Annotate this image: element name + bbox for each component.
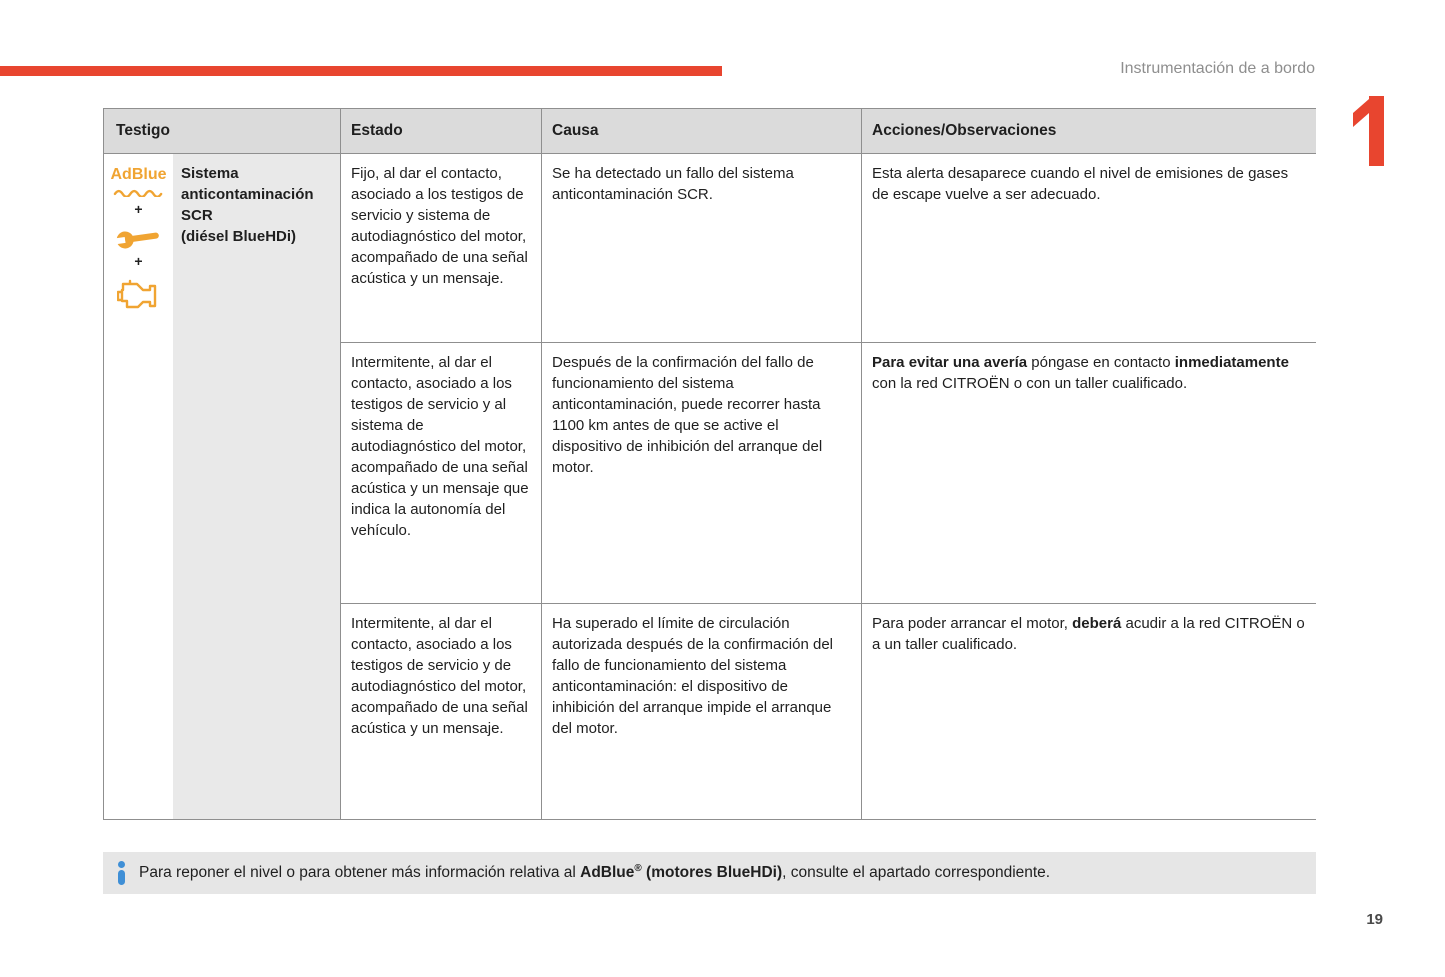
estado-cell: Intermitente, al dar el contacto, asociado a los testigos de servicio y de autodiagnóstico del motor, acompañado de una señal acústica y un mensaje. — [340, 603, 541, 819]
accent-bar — [0, 66, 722, 76]
testigo-label-name: Sistema anticontaminación SCR — [181, 165, 314, 224]
footer-note — [103, 852, 1316, 894]
estado-cell: Intermitente, al dar el contacto, asociado a los testigos de servicio y al sistema de autodiagnóstico del motor, acompañado de una señal acústica y un mensaje que indica la autonomía del vehículo. — [340, 342, 541, 603]
testigo-label-cell — [173, 154, 340, 819]
testigo-label-sub: (diésel BlueHDi) — [181, 228, 297, 245]
page-number: 19 — [1366, 911, 1383, 928]
adblue-wave-icon — [113, 187, 165, 197]
acciones-cell: Para evitar una avería póngase en contacto inmediatamente con la red CITROËN o con un taller cualificado. — [861, 342, 1316, 603]
adblue-icon-label: AdBlue — [110, 166, 167, 183]
causa-cell: Se ha detectado un fallo del sistema anticontaminación SCR. — [541, 154, 861, 342]
column-header-acciones: Acciones/Observaciones — [861, 109, 1316, 154]
causa-cell: Después de la confirmación del fallo de funcionamiento del sistema anticontaminación, puede recorrer hasta 1100 km antes de que se active el dispositivo de inhibición del arranque del motor. — [541, 342, 861, 603]
testigo-icon-cell — [104, 154, 173, 819]
column-header-testigo: Testigo — [104, 109, 340, 154]
wrench-icon — [116, 227, 162, 249]
warning-table — [103, 108, 1316, 820]
page-title: Instrumentación de a bordo — [1120, 60, 1315, 77]
column-header-estado: Estado — [340, 109, 541, 154]
footer-note-text: Para reponer el nivel o para obtener más información relativa al AdBlue® (motores BlueHDi), consulte el apartado correspondiente. — [139, 863, 1051, 882]
plus-sign: + — [134, 253, 143, 269]
engine-icon — [117, 279, 161, 311]
chapter-number — [1351, 96, 1385, 170]
causa-cell: Ha superado el límite de circulación autorizada después de la confirmación del fallo de funcionamiento del sistema anticontaminación: el dispositivo de inhibición del arranque impide el arranque del motor. — [541, 603, 861, 819]
plus-sign: + — [134, 201, 143, 217]
acciones-cell: Esta alerta desaparece cuando el nivel de emisiones de gases de escape vuelve a ser adecuado. — [861, 154, 1316, 342]
column-header-causa: Causa — [541, 109, 861, 154]
acciones-cell: Para poder arrancar el motor, deberá acudir a la red CITROËN o a un taller cualificado. — [861, 603, 1316, 819]
estado-cell: Fijo, al dar el contacto, asociado a los testigos de servicio y sistema de autodiagnóstico del motor, acompañado de una señal acústica y un mensaje. — [340, 154, 541, 342]
chapter-number-glyph — [1351, 96, 1385, 166]
info-icon — [117, 861, 126, 885]
